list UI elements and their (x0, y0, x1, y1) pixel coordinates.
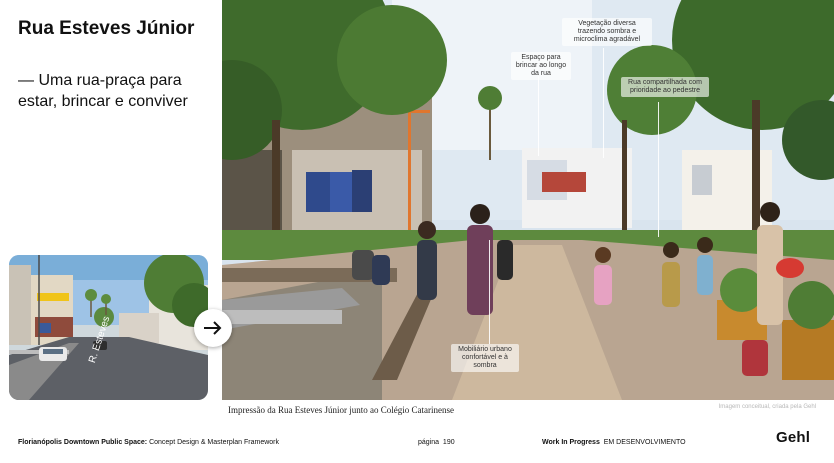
callout-line-furniture (489, 240, 490, 344)
page-subtitle: — Uma rua-praça para estar, brincar e conviver (18, 72, 188, 110)
callout-play: Espaço para brincar ao longo da rua (511, 52, 571, 80)
callout-vegetation: Vegetação diversa trazendo sombra e microclima agradável (562, 18, 652, 46)
callout-line-play (538, 76, 539, 156)
transition-arrow (194, 309, 232, 347)
callout-line-shared-street (658, 102, 659, 237)
existing-street-photo (9, 255, 208, 400)
footer-project-subtitle: Concept Design & Masterplan Framework (147, 439, 280, 446)
footer-project-title: Florianópolis Downtown Public Space: (18, 439, 148, 446)
footer-project (18, 439, 279, 446)
footer-page (418, 439, 455, 446)
callout-furniture: Mobiliário urbano confortável e à sombra (451, 344, 519, 372)
image-caption: Impressão da Rua Esteves Júnior junto ao Colégio Catarinense (228, 405, 454, 415)
footer-status (542, 439, 686, 446)
image-credit: Imagem conceitual, criada pela Gehl (718, 404, 816, 410)
callout-line-vegetation (603, 48, 604, 158)
footer-page-number: 190 (442, 439, 455, 446)
footer-status-label: Work In Progress (542, 439, 600, 446)
arrow-right-icon (203, 320, 223, 336)
gehl-logo: Gehl (776, 429, 811, 446)
footer-page-label: página (418, 439, 440, 446)
callout-shared-street: Rua compartilhada com prioridade ao pedestre (621, 77, 709, 97)
page-title: Rua Esteves Júnior (18, 18, 195, 39)
street-sign-text: R. Esteves (87, 315, 113, 365)
footer-status-sub: EM DESENVOLVIMENTO (603, 439, 686, 446)
